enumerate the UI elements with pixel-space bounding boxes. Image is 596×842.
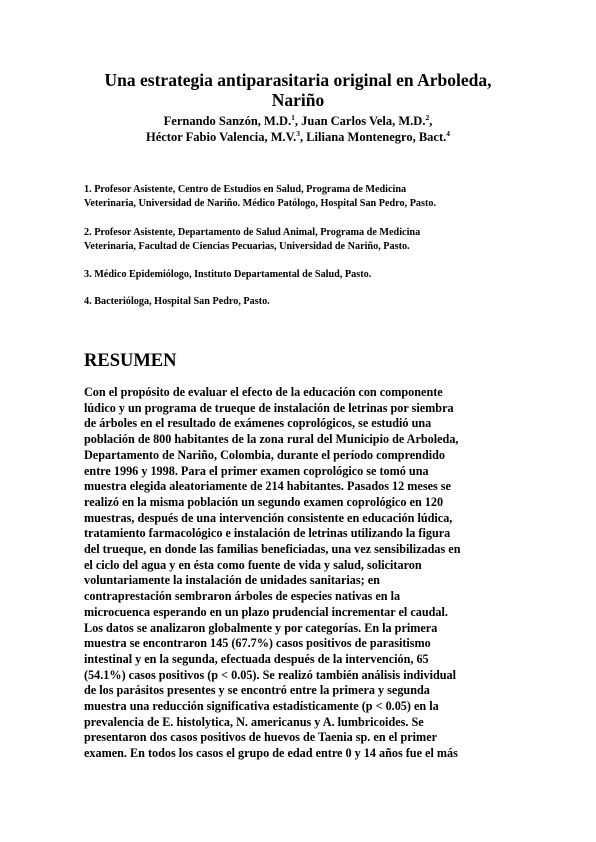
affiliation-1: [84, 183, 524, 212]
author-line-1: Fernando Sanzón, M.D.$^1$, Juan Carlos Vela, M.D.$^2$,: [163, 113, 433, 128]
abstract-line: población de 800 habitantes de la zona rural del Municipio de Arboleda,: [84, 432, 459, 447]
abstract-line: (54.1%) casos positivos (p < 0.05). Se realizó también análisis individual: [84, 667, 457, 682]
author-affiliation-mark: 4: [446, 129, 451, 138]
author-name: Héctor Fabio Valencia, M.V.: [145, 130, 297, 144]
author-affiliation-mark: 3: [296, 129, 300, 138]
abstract-line: Los datos se analizaron globalmente y por categorías. En la primera: [84, 620, 438, 635]
affiliation-line: 1. Profesor Asistente, Centro de Estudios en Salud, Programa de Medicina: [84, 184, 407, 195]
affiliation-4: [84, 295, 524, 309]
abstract-heading: RESUMEN: [84, 351, 177, 371]
abstract-line: el ciclo del agua y en ésta como fuente de vida y salud, solicitaron: [84, 557, 422, 572]
abstract-line: prevalencia de E. histolytica, N. americanus y A. lumbricoides. Se: [84, 714, 424, 729]
paper-title: [60, 70, 536, 110]
abstract-line: muestras, después de una intervención consistente en educación lúdica,: [84, 510, 453, 525]
abstract-line: Con el propósito de evaluar el efecto de la educación con componente: [84, 385, 443, 399]
author-name: Fernando Sanzón, M.D.: [163, 114, 292, 128]
abstract-line: de los parásitos presentes y se encontró entre la primera y segunda: [84, 683, 430, 698]
author-line-2: Héctor Fabio Valencia, M.V.$^3$, Liliana Montenegro, Bact.$^4$: [145, 129, 451, 144]
title-line-1: Una estrategia antiparasitaria original en Arboleda,: [104, 70, 492, 90]
affiliation-line: 3. Médico Epidemiólogo, Instituto Departamental de Salud, Pasto.: [84, 269, 372, 280]
affiliation-3: [84, 268, 524, 282]
abstract-line: realizó en la misma población un segundo examen coprológico en 120: [84, 494, 444, 509]
affiliation-line: Veterinaria, Universidad de Nariño. Médico Patólogo, Hospital San Pedro, Pasto.: [84, 198, 437, 210]
abstract-body: [84, 385, 524, 762]
author-affiliation-mark: 2: [425, 113, 430, 122]
title-line-2: Nariño: [271, 90, 325, 110]
abstract-line: muestra una reducción significativa estadísticamente (p < 0.05) en la: [84, 699, 439, 714]
abstract-line: tratamiento farmacológico e instalación de letrinas utilizando la figura: [84, 526, 451, 541]
abstract-line: entre 1996 y 1998. Para el primer examen coprológico se tomó una: [84, 463, 429, 478]
affiliation-line: 2. Profesor Asistente, Departamento de Salud Animal, Programa de Medicina: [84, 227, 421, 238]
affiliation-line: Veterinaria, Facultad de Ciencias Pecuarias, Universidad de Nariño, Pasto.: [84, 241, 410, 253]
abstract-line: muestra elegida aleatoriamente de 214 habitantes. Pasados 12 meses se: [84, 479, 451, 494]
abstract-line: de árboles en el resultado de exámenes coprológicos, se estudió una: [84, 416, 432, 431]
affiliation-2: [84, 226, 524, 255]
abstract-line: voluntariamente la instalación de unidades sanitarias; en: [84, 573, 380, 588]
author-name: Juan Carlos Vela, M.D.: [301, 114, 426, 128]
abstract-line: contraprestación sembraron árboles de especies nativas en la: [84, 589, 401, 604]
abstract-line: muestra se encontraron 145 (67.7%) casos positivos de parasitismo: [84, 636, 431, 651]
author-list: [40, 113, 556, 145]
abstract-line: intestinal y en la segunda, efectuada después de la intervención, 65: [84, 651, 429, 666]
abstract-line: del trueque, en donde las familias beneficiadas, una vez sensibilizadas en: [84, 542, 461, 557]
abstract-line: Departamento de Nariño, Colombia, durante el período comprendido: [84, 447, 445, 462]
author-affiliation-mark: 1: [291, 113, 295, 122]
abstract-line: lúdico y un programa de trueque de instalación de letrinas por siembra: [84, 400, 454, 415]
abstract-line: microcuenca esperando en un plazo prudencial incrementar el caudal.: [84, 604, 448, 619]
abstract-line: presentaron dos casos positivos de huevos de Taenia sp. en el primer: [84, 730, 438, 745]
affiliation-line: 4. Bacterióloga, Hospital San Pedro, Pasto.: [84, 296, 270, 307]
author-name: Liliana Montenegro, Bact.: [306, 130, 447, 144]
abstract-line: examen. En todos los casos el grupo de edad entre 0 y 14 años fue el más: [84, 746, 458, 761]
